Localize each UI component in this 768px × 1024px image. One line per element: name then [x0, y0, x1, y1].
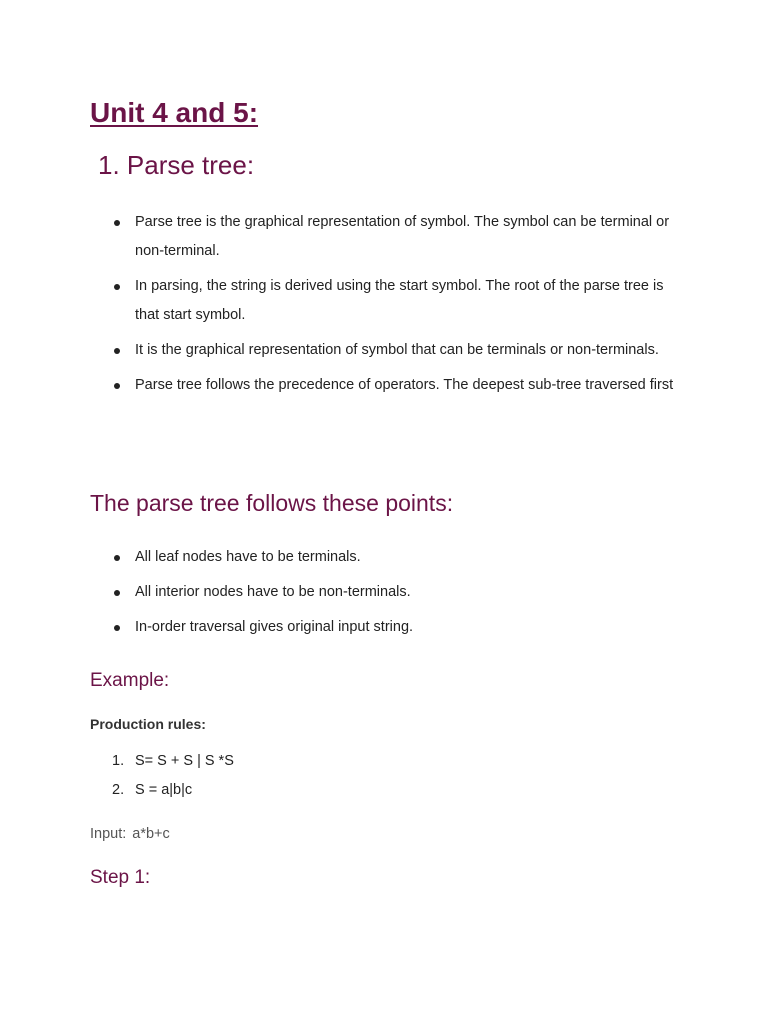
bullet-text: In-order traversal gives original input string. — [135, 619, 414, 635]
bullet-icon — [114, 625, 120, 631]
bullet-item — [90, 371, 690, 400]
input-line — [90, 823, 170, 845]
production-rules-label: Production rules: — [90, 716, 206, 732]
bullet-icon — [114, 348, 120, 354]
bullet-text: In parsing, the string is derived using the start symbol. The root of the parse tree is that start symbol. — [135, 278, 664, 323]
parse-tree-heading: 1. Parse tree: — [98, 150, 255, 180]
bullet-text: It is the graphical representation of symbol that can be terminals or non-terminals. — [135, 342, 659, 358]
production-rules-list — [90, 747, 234, 805]
bullet-text: All interior nodes have to be non-terminals. — [135, 584, 411, 600]
unit-title: Unit 4 and 5: — [90, 97, 259, 128]
bullet-icon — [114, 220, 120, 226]
points-bullet-list — [90, 543, 690, 648]
bullet-text: All leaf nodes have to be terminals. — [135, 549, 361, 565]
bullet-text: Parse tree is the graphical representation of symbol. The symbol can be terminal or non-terminal. — [135, 214, 670, 259]
bullet-item — [90, 208, 690, 266]
bullet-icon — [114, 590, 120, 596]
bullet-item — [90, 578, 690, 607]
bullet-item — [90, 336, 690, 365]
bullet-item — [90, 613, 690, 642]
rule-item — [90, 776, 234, 805]
bullet-text: Parse tree follows the precedence of operators. The deepest sub-tree traversed first — [135, 377, 674, 393]
bullet-icon — [114, 284, 120, 290]
points-heading: The parse tree follows these points: — [90, 490, 454, 516]
bullet-item — [90, 543, 690, 572]
bullet-icon — [114, 383, 120, 389]
rule-item — [90, 747, 234, 776]
rule-number: 2. — [112, 782, 125, 798]
input-label: Input: — [90, 826, 127, 842]
bullet-icon — [114, 555, 120, 561]
parse-tree-bullet-list — [90, 208, 690, 406]
step-heading: Step 1: — [90, 867, 151, 888]
rule-text: S= S + S | S *S — [135, 753, 234, 769]
input-value: a*b+c — [132, 826, 170, 842]
rule-number: 1. — [112, 753, 125, 769]
example-heading: Example: — [90, 670, 170, 691]
rule-text: S = a|b|c — [135, 782, 193, 798]
bullet-item — [90, 272, 690, 330]
